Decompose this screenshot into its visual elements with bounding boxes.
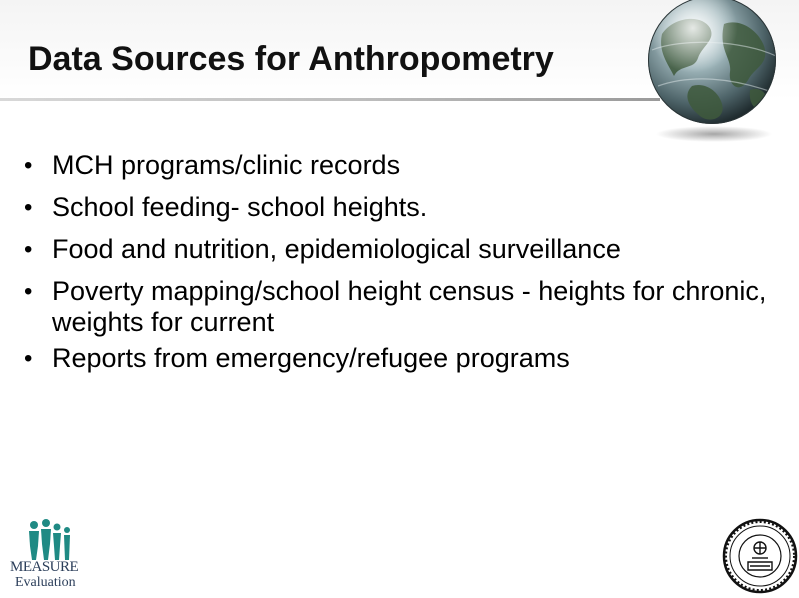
bullet-text: Reports from emergency/refugee programs [52, 343, 570, 373]
list-item [24, 276, 784, 338]
university-seal-icon [722, 518, 798, 594]
bullet-text: Food and nutrition, epidemiological surveillance [52, 234, 621, 264]
list-item [24, 150, 784, 181]
bullet-icon: • [24, 152, 33, 179]
title-divider [0, 98, 660, 101]
list-item [24, 234, 784, 265]
globe-icon [632, 0, 792, 146]
bullet-icon: • [24, 345, 33, 372]
evaluation-wordmark: Evaluation [15, 575, 76, 590]
bullet-text: MCH programs/clinic records [52, 150, 401, 180]
slide-title: Data Sources for Anthropometry [28, 40, 554, 78]
bullet-icon: • [24, 194, 33, 221]
list-item [24, 192, 784, 223]
bullet-list [24, 150, 784, 385]
bullet-text: School feeding- school heights. [52, 192, 428, 222]
people-figures-icon [26, 518, 74, 560]
bullet-text: Poverty mapping/school height census - heights for chronic, weights for current [52, 276, 767, 337]
list-item [24, 343, 784, 374]
bullet-icon: • [24, 278, 33, 305]
bullet-icon: • [24, 236, 33, 263]
measure-evaluation-logo [6, 518, 86, 594]
measure-wordmark: MEASURE [10, 559, 79, 575]
